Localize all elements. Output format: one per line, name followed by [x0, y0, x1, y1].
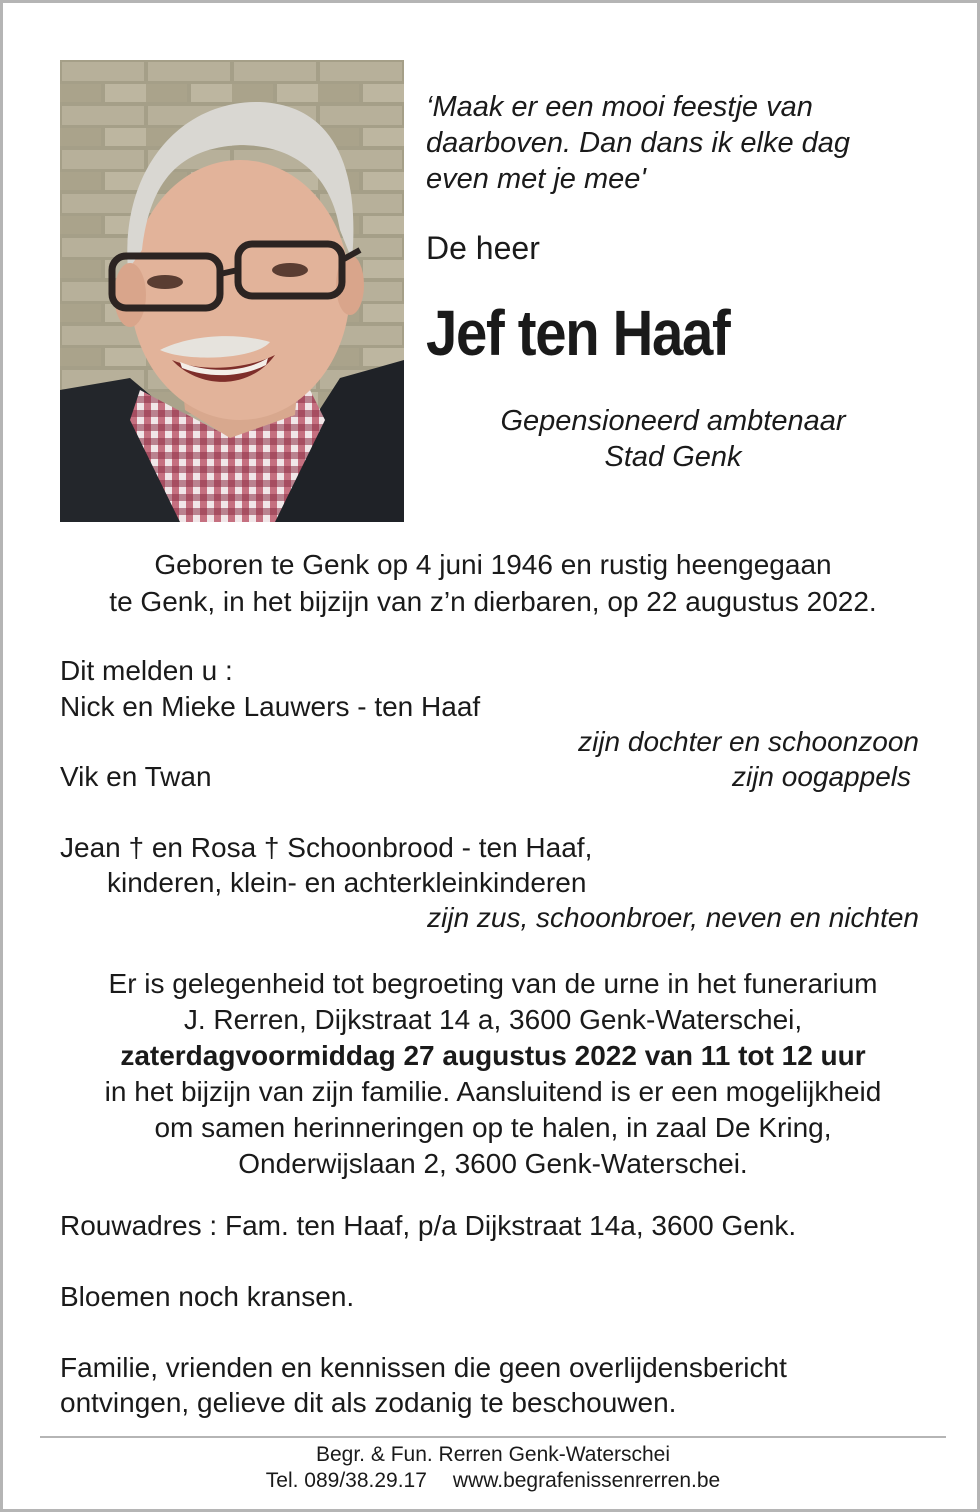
phone-number: Tel. 089/38.29.17: [265, 1469, 427, 1492]
deceased-name: Jef ten Haaf: [426, 297, 730, 369]
closing-line: Familie, vrienden en kennissen die geen overlijdensbericht: [60, 1352, 787, 1383]
service-line: om samen herinneringen op te halen, in zaal De Kring,: [154, 1112, 832, 1143]
announcers-intro: Dit melden u :: [60, 655, 233, 686]
flowers-notice: Bloemen noch kransen.: [60, 1281, 355, 1312]
family-member: Nick en Mieke Lauwers - ten Haaf: [60, 691, 481, 722]
title-prefix: De heer: [426, 230, 540, 266]
quote-line: ‘Maak er een mooi feestje van: [426, 91, 813, 123]
family-member-sub: kinderen, klein- en achterkleinkinderen: [107, 867, 587, 898]
birth-line: te Genk, in het bijzijn van z’n dierbaren, op 22 augustus 2022.: [109, 586, 877, 617]
service-line: Er is gelegenheid tot begroeting van de urne in het funerarium: [108, 968, 878, 999]
contact-line: [43, 1468, 943, 1494]
occupation: [433, 403, 913, 475]
family-relation: zijn dochter en schoonzoon: [578, 726, 919, 757]
closing-line: ontvingen, gelieve dit als zodanig te beschouwen.: [60, 1387, 677, 1418]
service-date-text: zaterdagvoormiddag 27 augustus 2022 van 11 tot 12 uur: [120, 1040, 866, 1071]
funeral-company: Begr. & Fun. Rerren Genk-Waterschei: [315, 1443, 671, 1466]
service-line: Onderwijslaan 2, 3600 Genk-Waterschei.: [238, 1148, 748, 1179]
family-relation: zijn oogappels: [731, 761, 911, 792]
service-date: [43, 1038, 943, 1074]
occupation-line: Gepensioneerd ambtenaar: [500, 405, 846, 437]
birth-death-notice: [43, 546, 943, 620]
quote-line: even met je mee': [426, 163, 646, 195]
family-member: Jean † en Rosa † Schoonbrood - ten Haaf,: [60, 832, 593, 863]
portrait-photo: [60, 60, 404, 522]
quote: [426, 89, 926, 197]
family-member: Vik en Twan: [60, 761, 212, 792]
portrait-illustration: [60, 60, 404, 522]
occupation-line: Stad Genk: [604, 441, 742, 473]
website-link[interactable]: www.begrafenissenrerren.be: [452, 1469, 721, 1492]
mourning-address: Rouwadres : Fam. ten Haaf, p/a Dijkstraat 14a, 3600 Genk.: [60, 1210, 797, 1241]
footer-divider: [40, 1436, 946, 1438]
family-relation: zijn zus, schoonbroer, neven en nichten: [427, 902, 919, 933]
service-line: J. Rerren, Dijkstraat 14 a, 3600 Genk-Waterschei,: [183, 1004, 803, 1035]
birth-line: Geboren te Genk op 4 juni 1946 en rustig heengegaan: [154, 549, 832, 580]
service-line: in het bijzijn van zijn familie. Aansluitend is er een mogelijkheid: [104, 1076, 882, 1107]
service-details: [43, 966, 943, 1182]
quote-line: daarboven. Dan dans ik elke dag: [426, 127, 851, 159]
